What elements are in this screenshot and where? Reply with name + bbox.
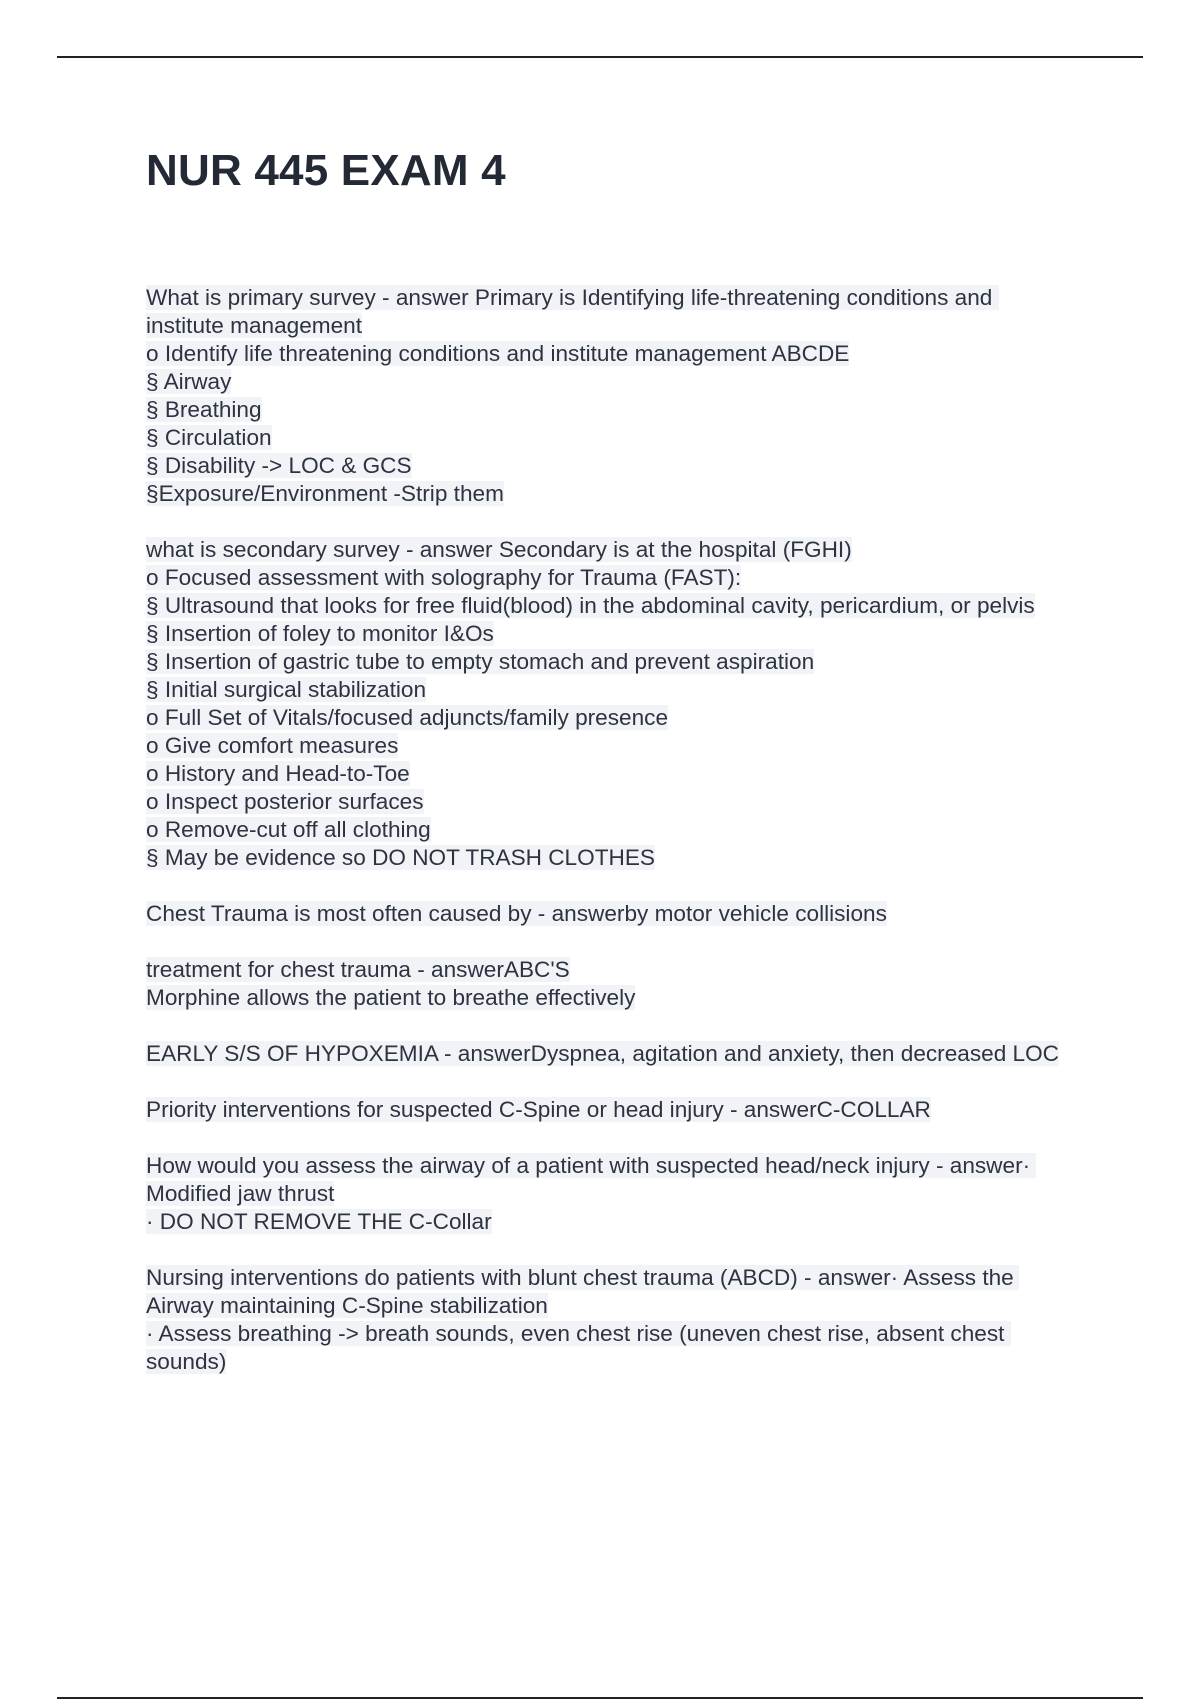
text-line: § Circulation bbox=[146, 425, 272, 450]
text-line: §Exposure/Environment -Strip them bbox=[146, 481, 504, 506]
bottom-rule bbox=[57, 1697, 1143, 1699]
text-line: · Assess breathing -> breath sounds, even chest rise (uneven chest rise, absent chest sounds) bbox=[146, 1321, 1011, 1374]
text-line: · DO NOT REMOVE THE C-Collar bbox=[146, 1209, 492, 1234]
text-line: EARLY S/S OF HYPOXEMIA - answerDyspnea, agitation and anxiety, then decreased LOC bbox=[146, 1041, 1059, 1066]
text-line: o Remove-cut off all clothing bbox=[146, 817, 431, 842]
text-line: § Airway bbox=[146, 369, 232, 394]
text-line: Priority interventions for suspected C-Spine or head injury - answerC-COLLAR bbox=[146, 1097, 931, 1122]
text-line: o Inspect posterior surfaces bbox=[146, 789, 424, 814]
text-line: o Identify life threatening conditions and institute management ABCDE bbox=[146, 341, 850, 366]
top-rule bbox=[57, 56, 1143, 58]
text-line: § Disability -> LOC & GCS bbox=[146, 453, 412, 478]
text-line: treatment for chest trauma - answerABC'S bbox=[146, 957, 570, 982]
qa-block bbox=[146, 1264, 1076, 1376]
text-line: § Ultrasound that looks for free fluid(blood) in the abdominal cavity, pericardium, or pelvis bbox=[146, 593, 1035, 618]
text-line: § Insertion of gastric tube to empty stomach and prevent aspiration bbox=[146, 649, 815, 674]
text-line: § Breathing bbox=[146, 397, 262, 422]
qa-block bbox=[146, 1040, 1076, 1068]
qa-block bbox=[146, 900, 1076, 928]
qa-block bbox=[146, 956, 1076, 1012]
text-line: § May be evidence so DO NOT TRASH CLOTHES bbox=[146, 845, 655, 870]
page-title: NUR 445 EXAM 4 bbox=[146, 146, 506, 195]
qa-block bbox=[146, 536, 1076, 872]
text-line: § Insertion of foley to monitor I&Os bbox=[146, 621, 494, 646]
text-line: o Give comfort measures bbox=[146, 733, 399, 758]
text-line: How would you assess the airway of a patient with suspected head/neck injury - answer· Modified jaw thrust bbox=[146, 1153, 1037, 1206]
document-body bbox=[146, 284, 1076, 1404]
text-line: o History and Head-to-Toe bbox=[146, 761, 410, 786]
qa-block bbox=[146, 1152, 1076, 1236]
qa-block bbox=[146, 284, 1076, 508]
text-line: Morphine allows the patient to breathe effectively bbox=[146, 985, 636, 1010]
qa-block bbox=[146, 1096, 1076, 1124]
text-line: o Focused assessment with solography for Trauma (FAST): bbox=[146, 565, 742, 590]
text-line: Chest Trauma is most often caused by - answerby motor vehicle collisions bbox=[146, 901, 887, 926]
text-line: o Full Set of Vitals/focused adjuncts/family presence bbox=[146, 705, 669, 730]
text-line: § Initial surgical stabilization bbox=[146, 677, 427, 702]
text-line: what is secondary survey - answer Secondary is at the hospital (FGHI) bbox=[146, 537, 852, 562]
text-line: What is primary survey - answer Primary is Identifying life-threatening conditions and institute management bbox=[146, 285, 999, 338]
text-line: Nursing interventions do patients with blunt chest trauma (ABCD) - answer· Assess the Airway maintaining C-Spine stabilization bbox=[146, 1265, 1019, 1318]
